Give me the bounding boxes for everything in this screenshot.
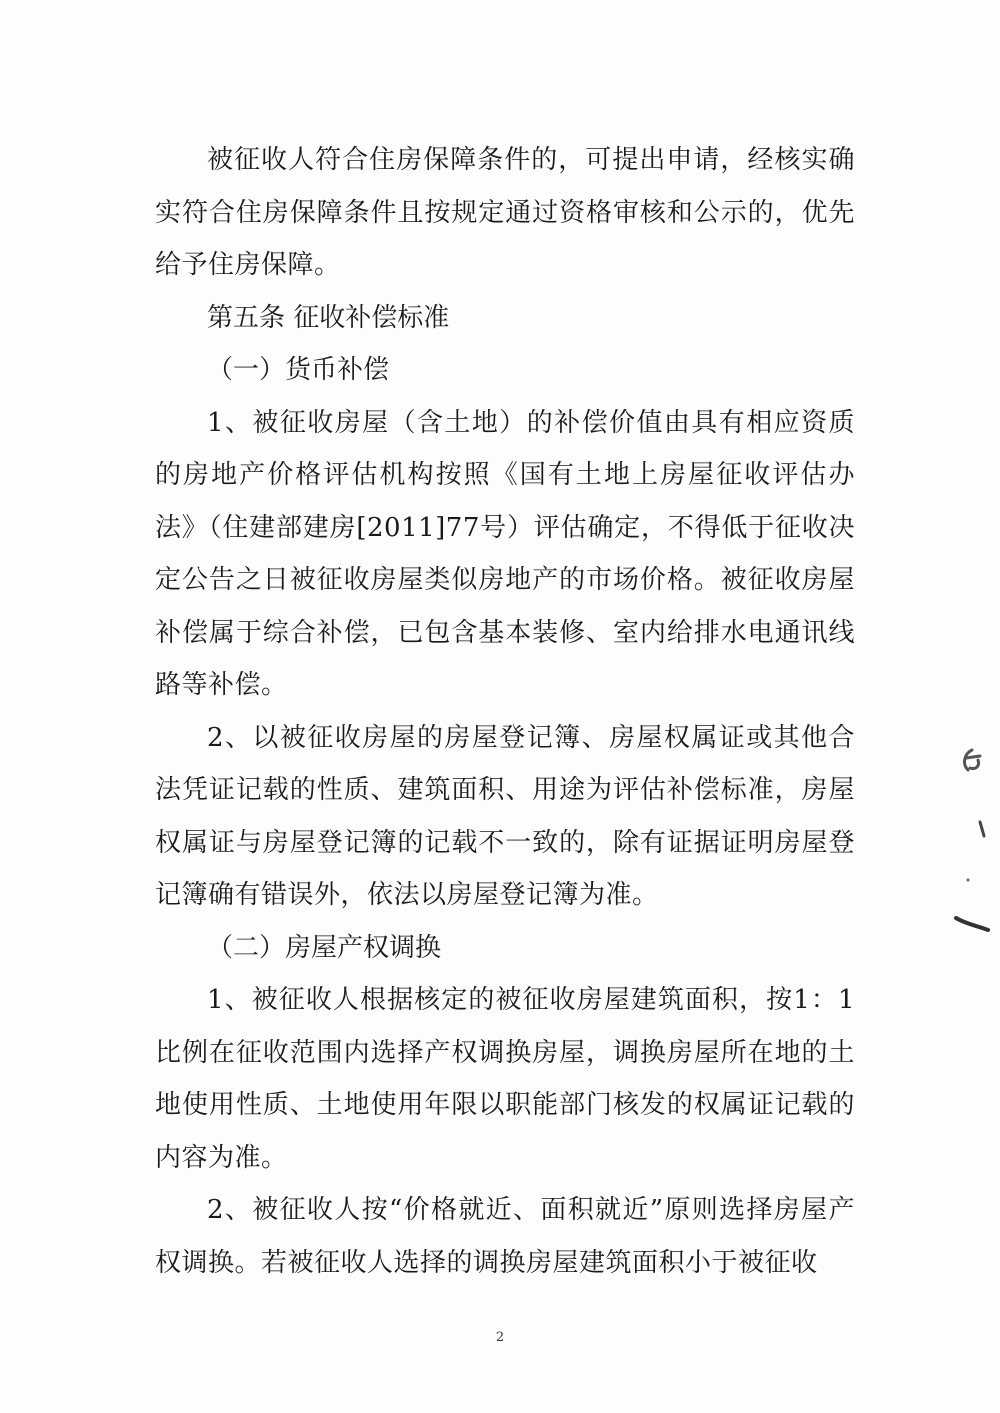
paragraph-exchange-2: 2、被征收人按“价格就近、面积就近”原则选择房屋产权调换。若被征收人选择的调换房屋建筑面积小于被征收	[155, 1195, 855, 1278]
paragraph-housing-security: 被征收人符合住房保障条件的，可提出申请，经核实确实符合住房保障条件且按规定通过资格审核和公示的，优先给予住房保障。	[155, 145, 855, 280]
section-property-exchange-heading: （二）房屋产权调换	[207, 932, 442, 963]
paragraph-monetary-2: 2、以被征收房屋的房屋登记簿、房屋权属证或其他合法凭证记载的性质、建筑面积、用途为评估补偿标准，房屋权属证与房屋登记簿的记载不一致的，除有证据证明房屋登记簿确有错误外，依法以房屋登记簿为准。	[155, 722, 855, 910]
paragraph-exchange-1: 1、被征收人根据核定的被征收房屋建筑面积，按1：1比例在征收范围内选择产权调换房屋，调换房屋所在地的土地使用性质、土地使用年限以职能部门核发的权属证记载的内容为准。	[155, 985, 855, 1173]
page-number: 2	[495, 1330, 505, 1345]
paragraph-monetary-1: 1、被征收房屋（含土地）的补偿价值由具有相应资质的房地产价格评估机构按照《国有土地上房屋征收评估办法》（住建部建房[2011]77号）评估确定，不得低于征收决定公告之日被征收房屋类似房地产的市场价格。被征收房屋补偿属于综合补偿，已包含基本装修、室内给排水电通讯线路等补偿。	[155, 407, 855, 700]
article-5-heading: 第五条 征收补偿标准	[207, 302, 450, 333]
document-body	[155, 134, 855, 1289]
binding-stamp-edge-mark	[950, 740, 990, 940]
section-monetary-compensation-heading: （一）货币补偿	[207, 355, 390, 385]
